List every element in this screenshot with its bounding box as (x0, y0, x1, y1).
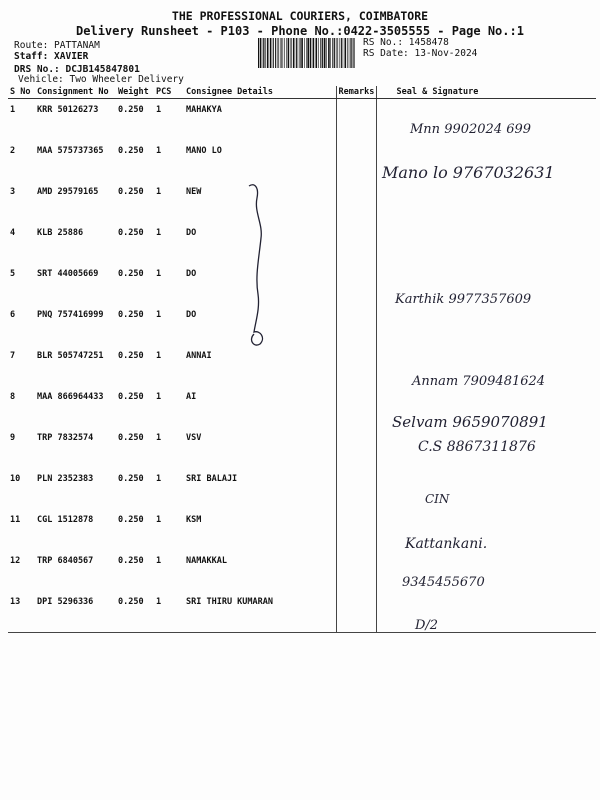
cell-remarks (336, 222, 376, 263)
drs-number: DRS No.: DCJB145847801 (14, 64, 140, 75)
table-row (8, 99, 596, 141)
cell-sno: 1 (10, 105, 16, 115)
cell-remarks (336, 345, 376, 386)
signature-row10: CIN (425, 492, 450, 506)
cell-pcs: 1 (156, 146, 162, 156)
cell-weight: 0.250 (118, 310, 144, 320)
cell-consignee: DO (184, 304, 336, 345)
cell-consignment: BLR 505747251 (37, 351, 104, 361)
cell-weight: 0.250 (118, 269, 144, 279)
cell-remarks (336, 591, 376, 633)
cell-signature (376, 263, 596, 304)
cell-consignee: SRI BALAJI (184, 468, 336, 509)
table-row (8, 468, 596, 509)
cell-consignment: KRR 50126273 (37, 105, 99, 115)
cell-pcs: 1 (156, 105, 162, 115)
cell-consignee: NEW (184, 181, 336, 222)
col-consignee: Consignee Details (184, 86, 336, 99)
cell-weight: 0.250 (118, 515, 144, 525)
cell-weight: 0.250 (118, 146, 144, 156)
cell-sno: 3 (10, 187, 16, 197)
table-row (8, 140, 596, 181)
cell-sno: 10 (10, 474, 21, 484)
cell-signature (376, 345, 596, 386)
cell-consignment: DPI 5296336 (35, 591, 116, 633)
cell-sno: 6 (10, 310, 16, 320)
signature-row8: Selvam 9659070891 (392, 413, 548, 431)
cell-consignee: VSV (184, 427, 336, 468)
cell-signature (376, 181, 596, 222)
cell-signature (376, 591, 596, 633)
table-row (8, 509, 596, 550)
table-row (8, 386, 596, 427)
cell-remarks (336, 263, 376, 304)
cell-weight: 0.250 (116, 591, 154, 633)
table-row (8, 345, 596, 386)
cell-signature (376, 222, 596, 263)
cell-signature (376, 304, 596, 345)
signature-row13: D/2 (415, 618, 439, 633)
cell-pcs: 1 (156, 474, 162, 484)
cell-sno: 8 (10, 392, 16, 402)
cell-consignment: CGL 1512878 (37, 515, 94, 525)
cell-consignment: MAA 575737365 (37, 146, 104, 156)
cell-weight: 0.250 (118, 556, 144, 566)
company-title: THE PROFESSIONAL COURIERS, COIMBATORE (171, 9, 429, 23)
cell-consignment: MAA 866964433 (37, 392, 104, 402)
runsheet-title: Delivery Runsheet - P103 - Phone No.:0422-3505555 - Page No.:1 (76, 24, 524, 38)
table-row (8, 263, 596, 304)
cell-signature (376, 468, 596, 509)
signature-row2: Mano lo 9767032631 (382, 163, 555, 182)
signature-row7: Annam 7909481624 (412, 374, 546, 389)
cell-pcs: 1 (156, 310, 162, 320)
cell-sno: 12 (10, 556, 21, 566)
cell-pcs: 1 (156, 556, 162, 566)
signature-row12: 9345455670 (402, 575, 485, 590)
cell-consignment: SRT 44005669 (37, 269, 99, 279)
table-row (8, 550, 596, 591)
table-row (8, 304, 596, 345)
table-header-row (8, 86, 596, 99)
cell-remarks (336, 509, 376, 550)
col-consignment: Consignment No (35, 86, 116, 99)
table-row (8, 427, 596, 468)
cell-consignee: AI (184, 386, 336, 427)
cell-consignment: TRP 6840567 (37, 556, 94, 566)
cell-sno: 11 (10, 515, 21, 525)
cell-pcs: 1 (156, 515, 162, 525)
cell-signature (376, 509, 596, 550)
cell-weight: 0.250 (118, 392, 144, 402)
cell-weight: 0.250 (118, 228, 144, 238)
cell-remarks (336, 386, 376, 427)
cell-weight: 0.250 (118, 187, 144, 197)
cell-consignee: SRI THIRU KUMARAN (184, 591, 336, 633)
cell-sno: 9 (10, 433, 16, 443)
barcode (258, 38, 356, 68)
cell-signature (376, 386, 596, 427)
cell-sno: 5 (10, 269, 16, 279)
cell-consignee: MAHAKYA (184, 99, 336, 141)
cell-pcs: 1 (156, 269, 162, 279)
cell-consignee: DO (184, 222, 336, 263)
delivery-table (8, 86, 596, 633)
cell-consignment: KLB 25886 (37, 228, 84, 238)
signature-row11: Kattankani. (405, 536, 488, 552)
cell-consignee: DO (184, 263, 336, 304)
cell-weight: 0.250 (118, 351, 144, 361)
cell-consignment: AMD 29579165 (37, 187, 99, 197)
table-row (8, 591, 596, 633)
cell-consignee: NAMAKKAL (184, 550, 336, 591)
rs-date: RS Date: 13-Nov-2024 (363, 48, 478, 59)
cell-consignment: TRP 7832574 (37, 433, 94, 443)
cell-sno: 7 (10, 351, 16, 361)
cell-pcs: 1 (154, 591, 184, 633)
signature-row9: C.S 8867311876 (418, 439, 536, 455)
cell-pcs: 1 (156, 228, 162, 238)
cell-consignee: KSM (184, 509, 336, 550)
cell-signature (376, 550, 596, 591)
col-signature: Seal & Signature (376, 86, 596, 99)
cell-remarks (336, 550, 376, 591)
cell-remarks (336, 181, 376, 222)
cell-consignment: PNQ 757416999 (37, 310, 104, 320)
cell-sno: 2 (10, 146, 16, 156)
cell-pcs: 1 (156, 351, 162, 361)
route-label: Route: PATTANAM (14, 40, 100, 51)
col-sno: S No (8, 86, 35, 99)
cell-remarks (336, 427, 376, 468)
cell-remarks (336, 140, 376, 181)
col-pcs: PCS (154, 86, 184, 99)
cell-pcs: 1 (156, 392, 162, 402)
cell-consignment: PLN 2352383 (37, 474, 94, 484)
cell-consignee: ANNAI (184, 345, 336, 386)
cell-signature (376, 427, 596, 468)
col-remarks: Remarks (336, 86, 376, 99)
cell-remarks (336, 99, 376, 141)
cell-remarks (336, 304, 376, 345)
cell-sno: 13 (8, 591, 35, 633)
vehicle-label: Vehicle: Two Wheeler Delivery (18, 74, 184, 85)
staff-label: Staff: XAVIER (14, 51, 89, 62)
cell-consignee: MANO LO (184, 140, 336, 181)
cell-signature (376, 99, 596, 141)
table-row (8, 181, 596, 222)
cell-weight: 0.250 (118, 474, 144, 484)
table-row (8, 222, 596, 263)
cell-sno: 4 (10, 228, 16, 238)
signature-row6: Karthik 9977357609 (395, 292, 532, 307)
cell-signature (376, 140, 596, 181)
cell-remarks (336, 468, 376, 509)
cell-weight: 0.250 (118, 105, 144, 115)
cell-pcs: 1 (156, 433, 162, 443)
col-weight: Weight (116, 86, 154, 99)
rs-number: RS No.: 1458478 (363, 37, 449, 48)
cell-weight: 0.250 (118, 433, 144, 443)
cell-pcs: 1 (156, 187, 162, 197)
signature-row1: Mnn 9902024 699 (410, 122, 532, 137)
